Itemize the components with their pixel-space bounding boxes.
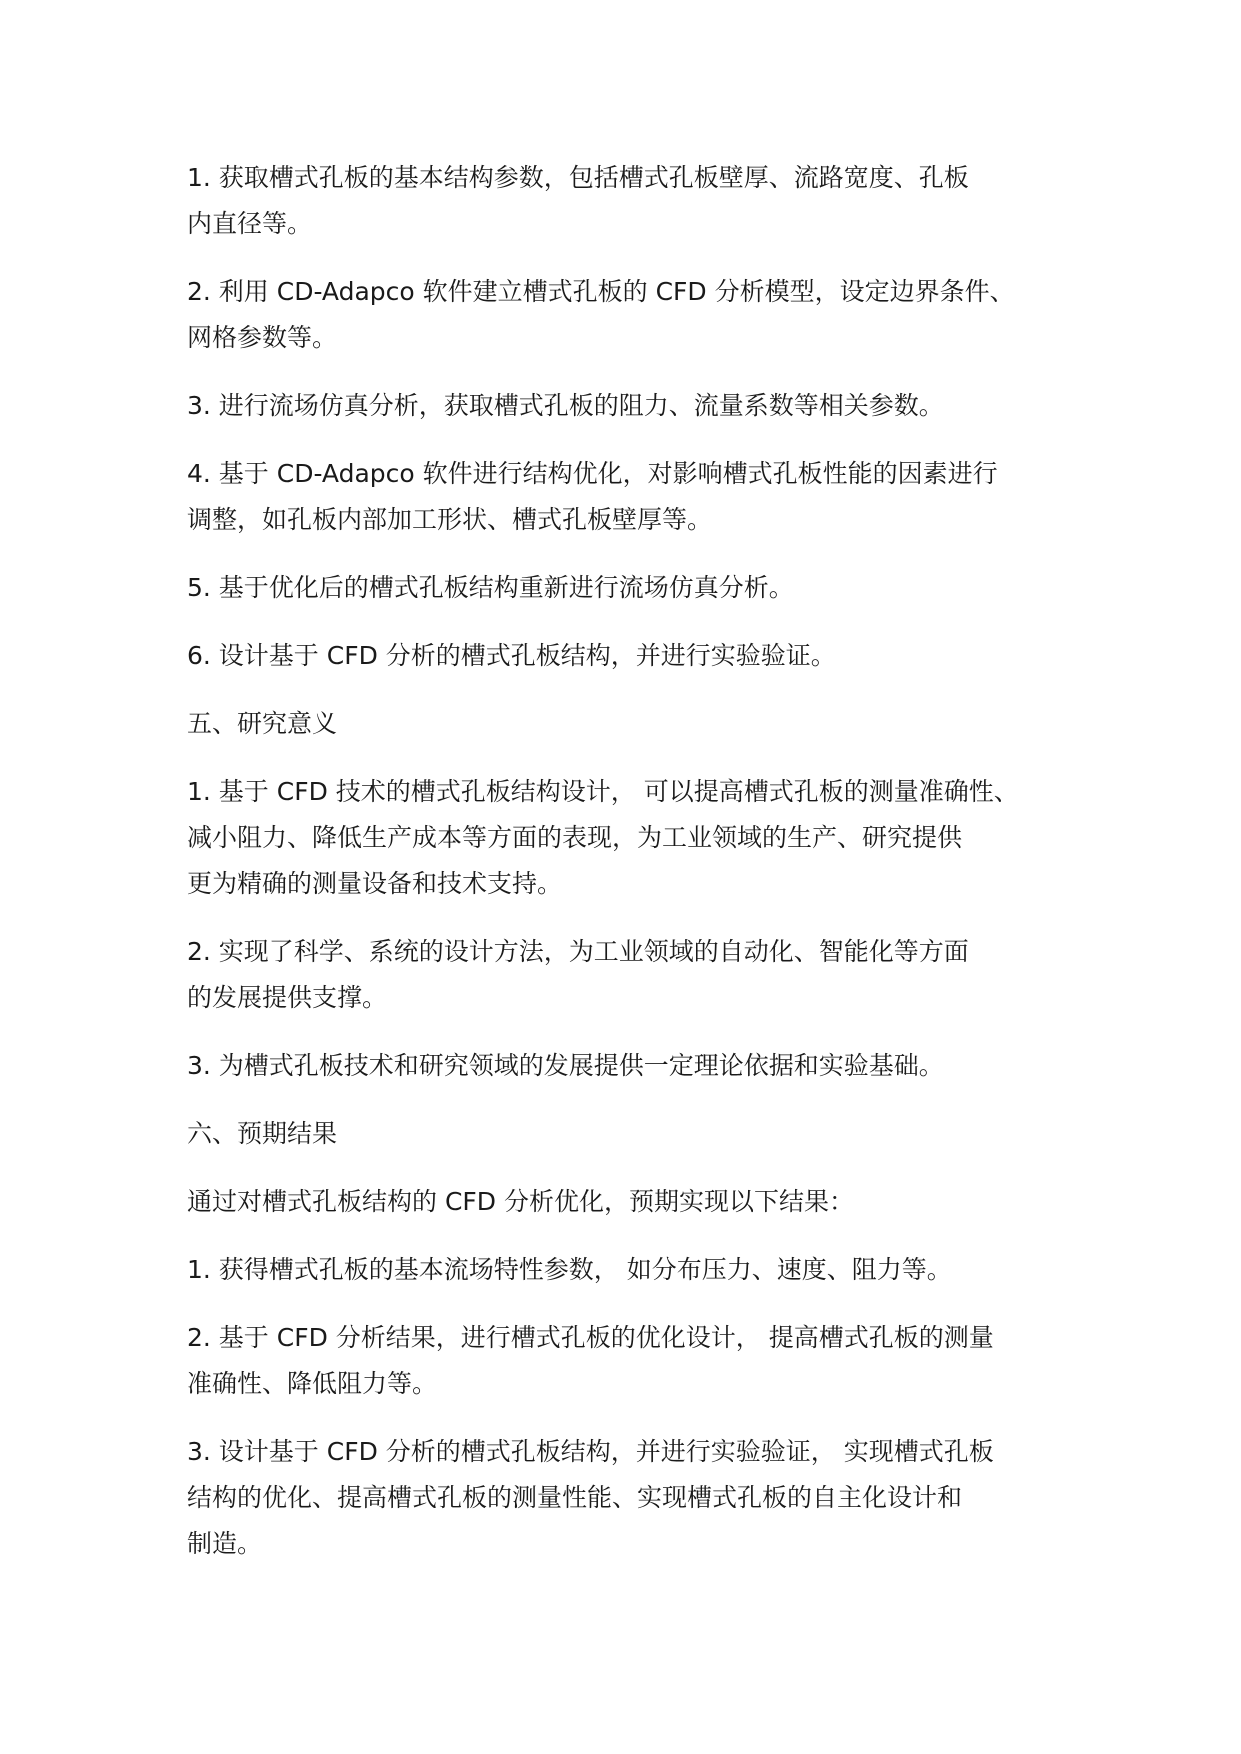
section-heading-significance <box>187 701 1067 747</box>
paragraph-significance-3 <box>187 1043 1067 1089</box>
paragraph-step-2 <box>187 269 1067 361</box>
text-line: 调整，如孔板内部加工形状、槽式孔板壁厚等。 <box>187 505 713 534</box>
text-line: 6. 设计基于 CFD 分析的槽式孔板结构，并进行实验验证。 <box>187 641 836 670</box>
text-line: 1. 基于 CFD 技术的槽式孔板结构设计， 可以提高槽式孔板的测量准确性、 <box>187 777 1019 806</box>
text-line: 制造。 <box>187 1529 263 1558</box>
text-line: 的发展提供支撑。 <box>187 983 388 1012</box>
paragraph-step-1 <box>187 155 1067 247</box>
document-body <box>187 155 1067 1589</box>
text-line: 2. 基于 CFD 分析结果，进行槽式孔板的优化设计， 提高槽式孔板的测量 <box>187 1323 994 1352</box>
paragraph-result-1 <box>187 1247 1067 1293</box>
text-line: 内直径等。 <box>187 209 313 238</box>
text-line: 1. 获得槽式孔板的基本流场特性参数， 如分布压力、速度、阻力等。 <box>187 1255 952 1284</box>
text-line: 网格参数等。 <box>187 323 338 352</box>
text-line: 更为精确的测量设备和技术支持。 <box>187 869 563 898</box>
text-line: 准确性、降低阻力等。 <box>187 1369 438 1398</box>
text-line: 通过对槽式孔板结构的 CFD 分析优化，预期实现以下结果： <box>187 1187 854 1216</box>
text-line: 3. 进行流场仿真分析，获取槽式孔板的阻力、流量系数等相关参数。 <box>187 391 944 420</box>
paragraph-significance-2 <box>187 929 1067 1021</box>
text-line: 1. 获取槽式孔板的基本结构参数，包括槽式孔板壁厚、流路宽度、孔板 <box>187 163 969 192</box>
paragraph-result-2 <box>187 1315 1067 1407</box>
heading-text: 六、预期结果 <box>187 1119 338 1148</box>
paragraph-step-5 <box>187 565 1067 611</box>
text-line: 2. 利用 CD-Adapco 软件建立槽式孔板的 CFD 分析模型，设定边界条件、 <box>187 277 1015 306</box>
text-line: 2. 实现了科学、系统的设计方法，为工业领域的自动化、智能化等方面 <box>187 937 969 966</box>
text-line: 3. 为槽式孔板技术和研究领域的发展提供一定理论依据和实验基础。 <box>187 1051 944 1080</box>
paragraph-step-4 <box>187 451 1067 543</box>
paragraph-significance-1 <box>187 769 1067 907</box>
text-line: 结构的优化、提高槽式孔板的测量性能、实现槽式孔板的自主化设计和 <box>187 1483 963 1512</box>
text-line: 3. 设计基于 CFD 分析的槽式孔板结构，并进行实验验证， 实现槽式孔板 <box>187 1437 994 1466</box>
paragraph-step-3 <box>187 383 1067 429</box>
paragraph-results-intro <box>187 1179 1067 1225</box>
section-heading-expected-results <box>187 1111 1067 1157</box>
text-line: 减小阻力、降低生产成本等方面的表现，为工业领域的生产、研究提供 <box>187 823 963 852</box>
text-line: 4. 基于 CD-Adapco 软件进行结构优化，对影响槽式孔板性能的因素进行 <box>187 459 998 488</box>
paragraph-result-3 <box>187 1429 1067 1567</box>
heading-text: 五、研究意义 <box>187 709 338 738</box>
text-line: 5. 基于优化后的槽式孔板结构重新进行流场仿真分析。 <box>187 573 794 602</box>
paragraph-step-6 <box>187 633 1067 679</box>
